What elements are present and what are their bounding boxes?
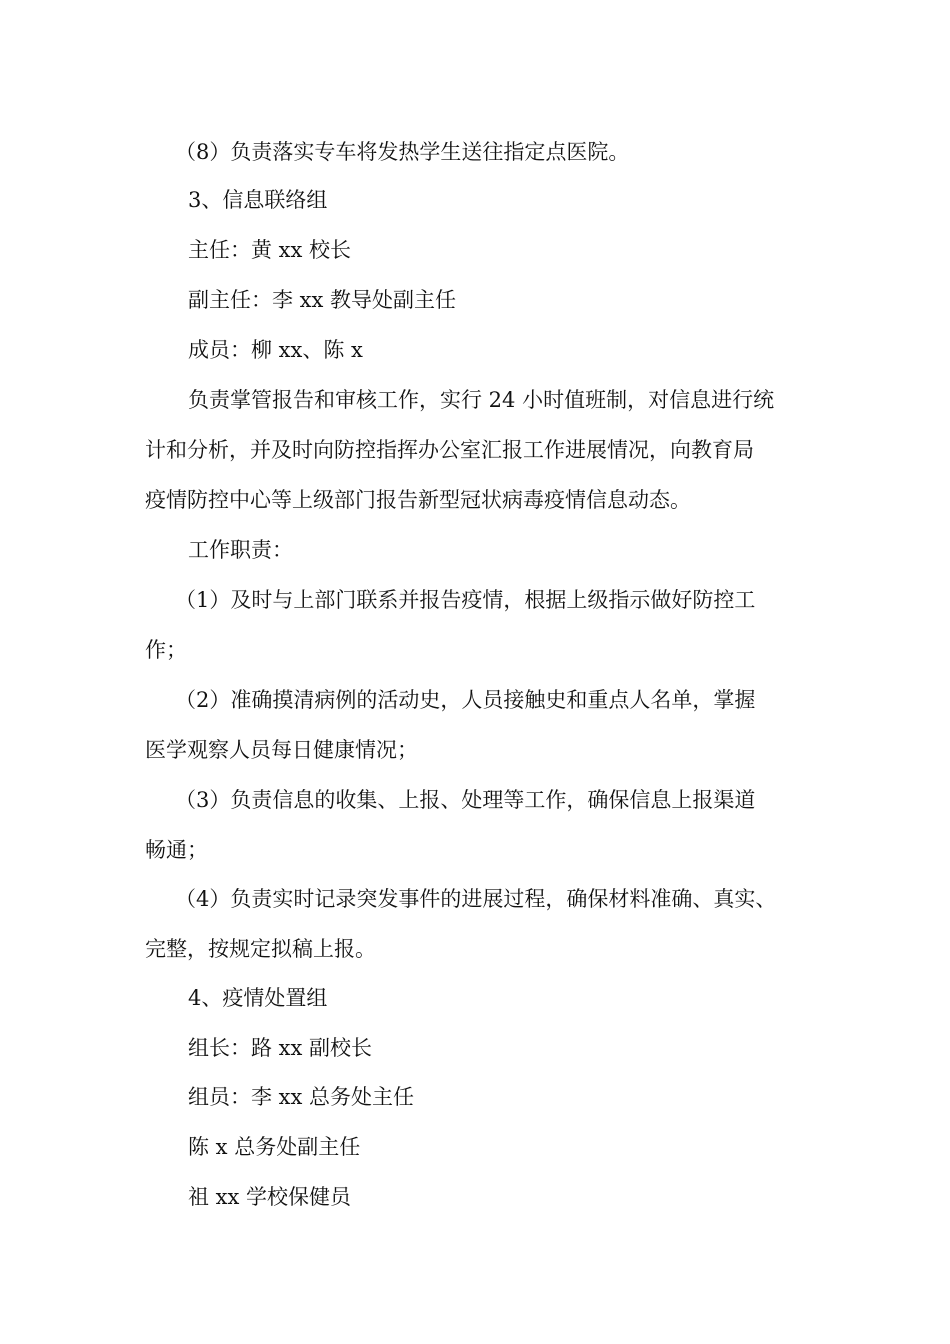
group-member-line-3: 祖 xx 学校保健员 [188, 1185, 352, 1209]
duty-2-line-2: 医学观察人员每日健康情况； [145, 738, 418, 762]
duty-3-line-1: （3）负责信息的收集、上报、处理等工作，确保信息上报渠道 [175, 788, 756, 812]
duty-4-line-2: 完整，按规定拟稿上报。 [145, 937, 376, 961]
duty-1-line-1: （1）及时与上部门联系并报告疫情，根据上级指示做好防控工 [175, 588, 756, 612]
deputy-director-line: 副主任：李 xx 教导处副主任 [188, 288, 457, 312]
paragraph-responsibility-line-2: 计和分析，并及时向防控指挥办公室汇报工作进展情况，向教育局 [145, 438, 754, 462]
duty-4-line-1: （4）负责实时记录突发事件的进展过程，确保材料准确、真实、 [175, 887, 777, 911]
group-member-line-1: 组员：李 xx 总务处主任 [188, 1085, 415, 1109]
section-heading-info-liaison: 3、信息联络组 [188, 188, 328, 212]
section-heading-epidemic-handling: 4、疫情处置组 [188, 986, 328, 1010]
paragraph-responsibility-line-3: 疫情防控中心等上级部门报告新型冠状病毒疫情信息动态。 [145, 488, 691, 512]
group-leader-line: 组长：路 xx 副校长 [188, 1036, 373, 1060]
duties-heading: 工作职责： [188, 538, 293, 562]
members-line: 成员：柳 xx、陈 x [188, 338, 363, 362]
paragraph-duty-8: （8）负责落实专车将发热学生送往指定点医院。 [175, 140, 630, 164]
paragraph-responsibility-line-1: 负责掌管报告和审核工作，实行 24 小时值班制，对信息进行统 [188, 388, 775, 412]
duty-3-line-2: 畅通； [145, 838, 208, 862]
duty-1-line-2: 作； [145, 638, 187, 662]
group-member-line-2: 陈 x 总务处副主任 [188, 1135, 361, 1159]
director-line: 主任：黄 xx 校长 [188, 238, 352, 262]
duty-2-line-1: （2）准确摸清病例的活动史，人员接触史和重点人名单，掌握 [175, 688, 756, 712]
